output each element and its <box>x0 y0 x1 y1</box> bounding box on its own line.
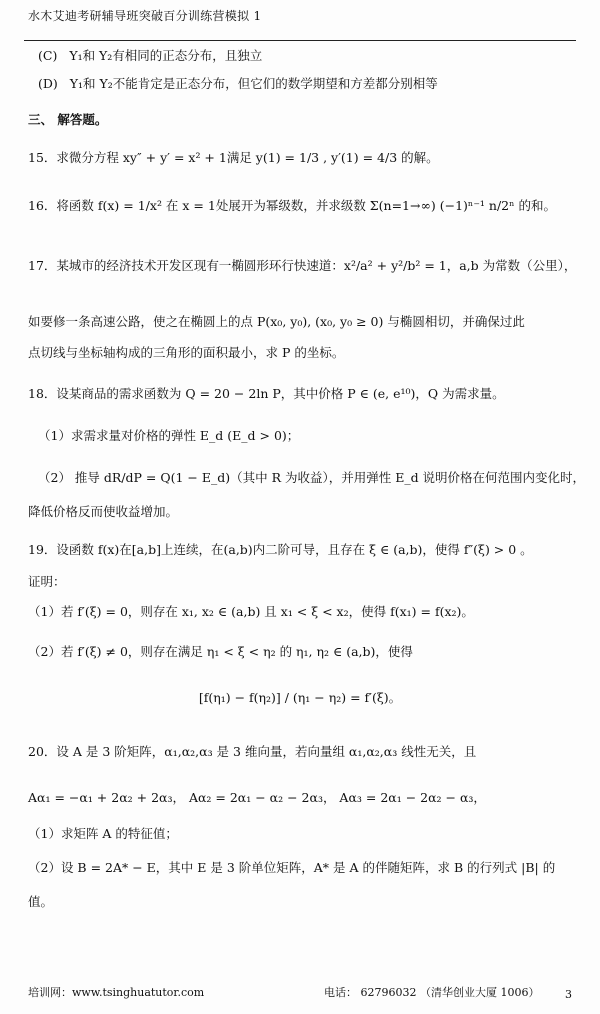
option-d-text: Y₁和 Y₂不能肯定是正态分布，但它们的数学期望和方差都分别相等 <box>69 76 438 91</box>
option-d-label: (D) <box>38 76 58 91</box>
question-17-line1: 17．某城市的经济技术开发区现有一椭圆形环行快速道：x²/a² + y²/b² = 1，a,b 为常数（公里）， <box>28 258 577 273</box>
question-18-part2: （2） 推导 dR/dP = Q(1 − E_d)（其中 R 为收益），并用弹性 E_d 说明价格在何范围内变化时， <box>38 470 586 485</box>
question-19-prove: 证明： <box>28 574 66 589</box>
question-20-line2: Aα₁ = −α₁ + 2α₂ + 2α₃， Aα₂ = 2α₁ − α₂ − 2α₃， Aα₃ = 2α₁ − 2α₂ − α₃， <box>28 790 486 805</box>
section-title: 三、 解答题。 <box>28 112 108 127</box>
question-20-part2b: 值。 <box>28 894 54 909</box>
question-19-formula: [f(η₁) − f(η₂)] / (η₁ − η₂) = f′(ξ)。 <box>198 690 402 705</box>
question-19-part2: （2）若 f′(ξ) ≠ 0，则存在满足 η₁ < ξ < η₂ 的 η₁, η₂ ∈ (a,b)，使得 <box>28 644 413 659</box>
question-16: 16．将函数 f(x) = 1/x² 在 x = 1处展开为幂级数，并求级数 Σ(n=1→∞) (−1)ⁿ⁻¹ n/2ⁿ 的和。 <box>28 198 556 213</box>
header-rule <box>24 40 576 41</box>
page-footer <box>28 986 576 1001</box>
option-c <box>38 48 262 65</box>
footer-phone: 电话： 62796032 （清华创业大厦 1006） <box>324 986 540 999</box>
question-18-line1: 18．设某商品的需求函数为 Q = 20 − 2ln P，其中价格 P ∈ (e, e¹⁰)，Q 为需求量。 <box>28 386 505 401</box>
question-19-line1: 19．设函数 f(x)在[a,b]上连续，在(a,b)内二阶可导，且存在 ξ ∈ (a,b)，使得 f″(ξ) > 0 。 <box>28 542 533 557</box>
option-c-text: Y₁和 Y₂有相同的正态分布，且独立 <box>69 48 263 63</box>
page-header: 水木艾迪考研辅导班突破百分训练营模拟 1 <box>28 9 262 23</box>
question-20-line1: 20．设 A 是 3 阶矩阵，α₁,α₂,α₃ 是 3 维向量，若向量组 α₁,α₂,α₃ 线性无关，且 <box>28 744 477 759</box>
question-17-line3: 点切线与坐标轴构成的三角形的面积最小，求 P 的坐标。 <box>28 345 345 360</box>
question-18-part1: （1）求需求量对价格的弹性 E_d (E_d > 0)； <box>38 428 300 443</box>
question-20-part1: （1）求矩阵 A 的特征值； <box>28 826 178 841</box>
question-18-part2b: 降低价格反而使收益增加。 <box>28 504 179 519</box>
question-19-part1: （1）若 f′(ξ) = 0，则存在 x₁, x₂ ∈ (a,b) 且 x₁ < ξ < x₂，使得 f(x₁) = f(x₂)。 <box>28 604 474 619</box>
question-20-part2: （2）设 B = 2A* − E，其中 E 是 3 阶单位矩阵，A* 是 A 的伴随矩阵，求 B 的行列式 |B| 的 <box>28 860 556 875</box>
page-number: 3 <box>565 988 572 1001</box>
question-17-line2: 如要修一条高速公路，使之在椭圆上的点 P(x₀, y₀), (x₀, y₀ ≥ 0) 与椭圆相切，并确保过此 <box>28 314 525 329</box>
footer-website: 培训网：www.tsinghuatutor.com <box>28 986 205 999</box>
option-c-label: (C) <box>38 48 58 63</box>
option-d <box>38 76 438 93</box>
question-15: 15．求微分方程 xy″ + y′ = x² + 1满足 y(1) = 1/3 , y′(1) = 4/3 的解。 <box>28 150 439 165</box>
